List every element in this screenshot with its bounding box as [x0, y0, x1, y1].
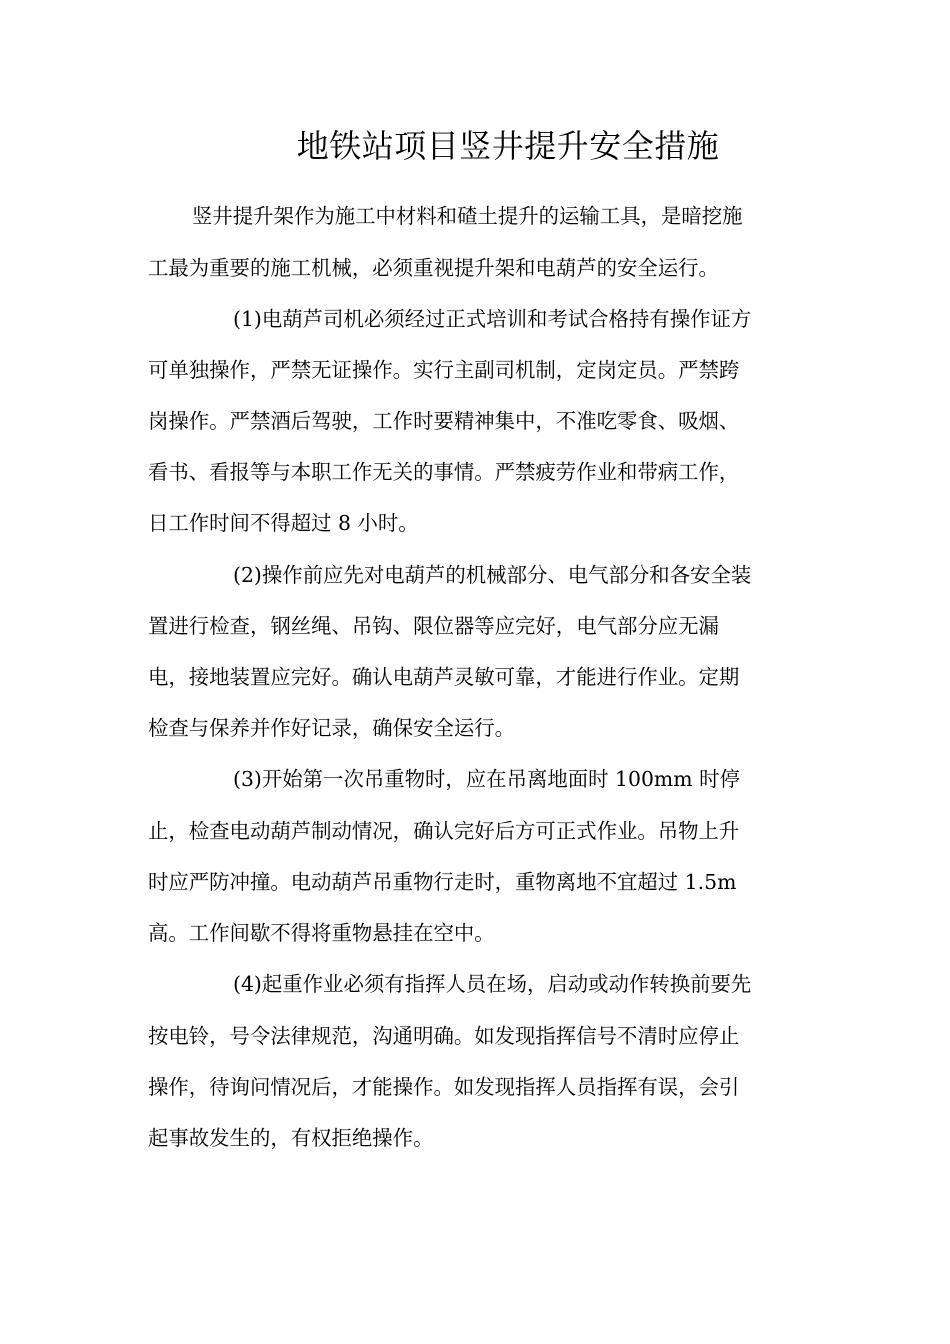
text-line-8: (2)操作前应先对电葫芦的机械部分、电气部分和各安全装 — [233, 563, 752, 587]
text-line-3: (1)电葫芦司机必须经过正式培训和考试合格持有操作证方 — [233, 307, 752, 331]
text-line-5: 岗操作。严禁酒后驾驶，工作时要精神集中，不准吃零食、吸烟、 — [148, 409, 740, 433]
text-line-11: 检查与保养并作好记录，确保安全运行。 — [148, 716, 516, 740]
text-line-2: 工最为重要的施工机械，必须重视提升架和电葫芦的安全运行。 — [148, 256, 719, 280]
text-line-14: 时应严防冲撞。电动葫芦吊重物行走时，重物离地不宜超过 1.5m — [148, 870, 737, 894]
text-line-10: 电，接地装置应完好。确认电葫芦灵敏可靠，才能进行作业。定期 — [148, 665, 740, 689]
text-line-17: 按电铃，号令法律规范，沟通明确。如发现指挥信号不清时应停止 — [148, 1024, 740, 1048]
text-line-7: 日工作时间不得超过 8 小时。 — [148, 511, 419, 535]
text-line-12: (3)开始第一次吊重物时，应在吊离地面时 100mm 时停 — [233, 767, 740, 791]
text-line-6: 看书、看报等与本职工作无关的事情。严禁疲劳作业和带病工作， — [148, 460, 740, 484]
page-title: 地铁站项目竖井提升安全措施 — [296, 127, 720, 165]
text-line-19: 起事故发生的，有权拒绝操作。 — [148, 1126, 434, 1150]
text-line-4: 可单独操作，严禁无证操作。实行主副司机制，定岗定员。严禁跨 — [148, 358, 740, 382]
text-line-15: 高。工作间歇不得将重物悬挂在空中。 — [148, 921, 495, 945]
text-line-1: 竖井提升架作为施工中材料和碴土提升的运输工具，是暗挖施 — [192, 204, 743, 228]
text-line-18: 操作，待询问情况后，才能操作。如发现指挥人员指挥有误，会引 — [148, 1075, 740, 1099]
text-line-16: (4)起重作业必须有指挥人员在场，启动或动作转换前要先 — [233, 972, 752, 996]
text-line-9: 置进行检查，钢丝绳、吊钩、限位器等应完好，电气部分应无漏 — [148, 614, 719, 638]
text-line-13: 止，检查电动葫芦制动情况，确认完好后方可正式作业。吊物上升 — [148, 819, 740, 843]
